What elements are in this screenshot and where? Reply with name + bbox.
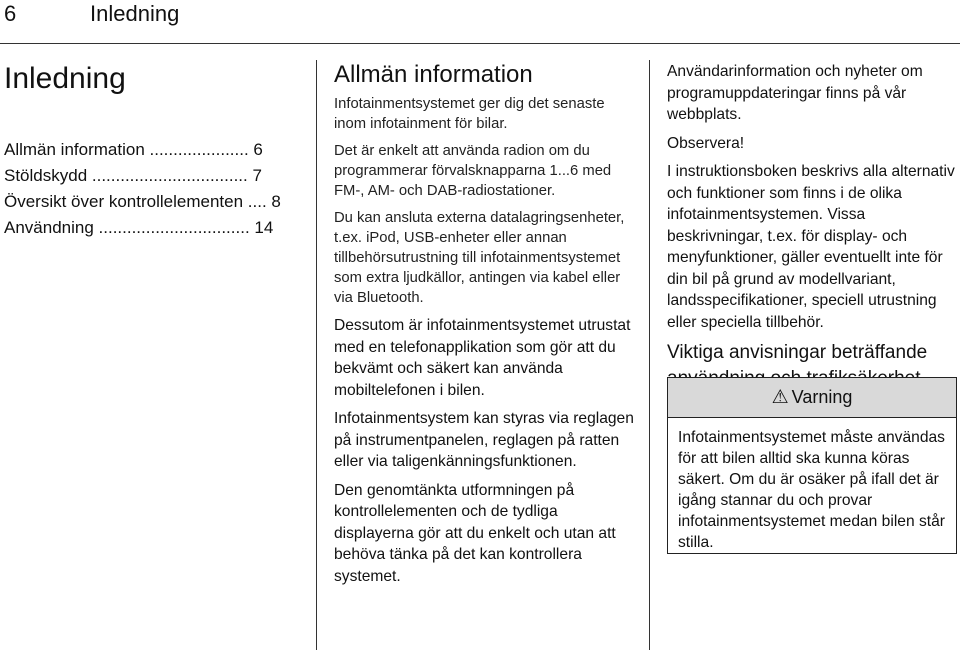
column-divider bbox=[316, 60, 317, 650]
chapter-title: Inledning bbox=[4, 62, 126, 95]
paragraph: Infotainmentsystem kan styras via reglagen på instrumentpanelen, reglagen på ratten eller via taligenkänningsfunktionen. bbox=[334, 410, 634, 470]
paragraph: Dessutom är infotainmentsystemet utrustat med en telefonapplikation som gör att du bekvämt och säkert kan använda mobiltelefonen i bilen. bbox=[334, 317, 631, 399]
paragraph: Den genomtänkta utformningen på kontrollelementen och de tydliga displayerna gör att du enkelt och utan att behöva tänka på det kan kontrollera systemet. bbox=[334, 481, 616, 585]
toc-entry[interactable]: Stöldskydd ................................. 7 bbox=[4, 166, 262, 185]
paragraph: Användarinformation och nyheter om programuppdateringar finns på vår webbplats. bbox=[667, 63, 923, 123]
note-heading: Observera! bbox=[667, 134, 745, 152]
note-text: I instruktionsboken beskrivs alla alternativ och funktioner som finns i de olika infotainmentsystemen. Vissa beskrivningar, t.ex. för display- och menyfunktioner, gäller eventuellt inte för din bil på grund av modellvariant, landsspecifikationer, speciell utrustning eller speciella tillbehör. bbox=[667, 163, 955, 331]
table-of-contents bbox=[4, 137, 304, 241]
toc-entry[interactable]: Användning ................................ 14 bbox=[4, 218, 274, 237]
toc-entry[interactable]: Allmän information ..................... 6 bbox=[4, 140, 263, 159]
page-header bbox=[0, 0, 960, 44]
page-number: 6 bbox=[4, 1, 17, 26]
section-heading: Allmän information bbox=[334, 61, 533, 88]
paragraph: Du kan ansluta externa datalagringsenheter, t.ex. iPod, USB-enheter eller annan tillbehörsutrustning till infotainmentsystemet som extra ljudkällor, antingen via kabel eller via Bluetooth. bbox=[334, 210, 625, 306]
warning-box bbox=[667, 377, 957, 554]
warning-text: Infotainmentsystemet måste användas för att bilen alltid ska kunna köras säkert. Om du är osäker på ifall det är igång stannar du och provar infotainmentsystemet medan bilen står stilla. bbox=[678, 429, 945, 551]
info-column bbox=[667, 61, 959, 406]
paragraph: Det är enkelt att använda radion om du programmerar förvalsknapparna 1...6 med FM-, AM- och DAB-radiostationer. bbox=[334, 143, 612, 199]
running-section-title: Inledning bbox=[90, 1, 180, 26]
general-info-column bbox=[334, 60, 634, 594]
warning-title: Varning bbox=[791, 387, 853, 407]
warning-header bbox=[668, 378, 956, 418]
column-divider bbox=[649, 60, 650, 650]
header-divider bbox=[0, 43, 960, 44]
toc-column bbox=[4, 60, 304, 241]
paragraph: Infotainmentsystemet ger dig det senaste inom infotainment för bilar. bbox=[334, 96, 605, 132]
safety-heading: Viktiga anvisningar beträffande bbox=[667, 342, 928, 363]
warning-triangle-icon: ⚠ bbox=[771, 387, 789, 408]
toc-entry[interactable]: Översikt över kontrollelementen .... 8 bbox=[4, 192, 281, 211]
